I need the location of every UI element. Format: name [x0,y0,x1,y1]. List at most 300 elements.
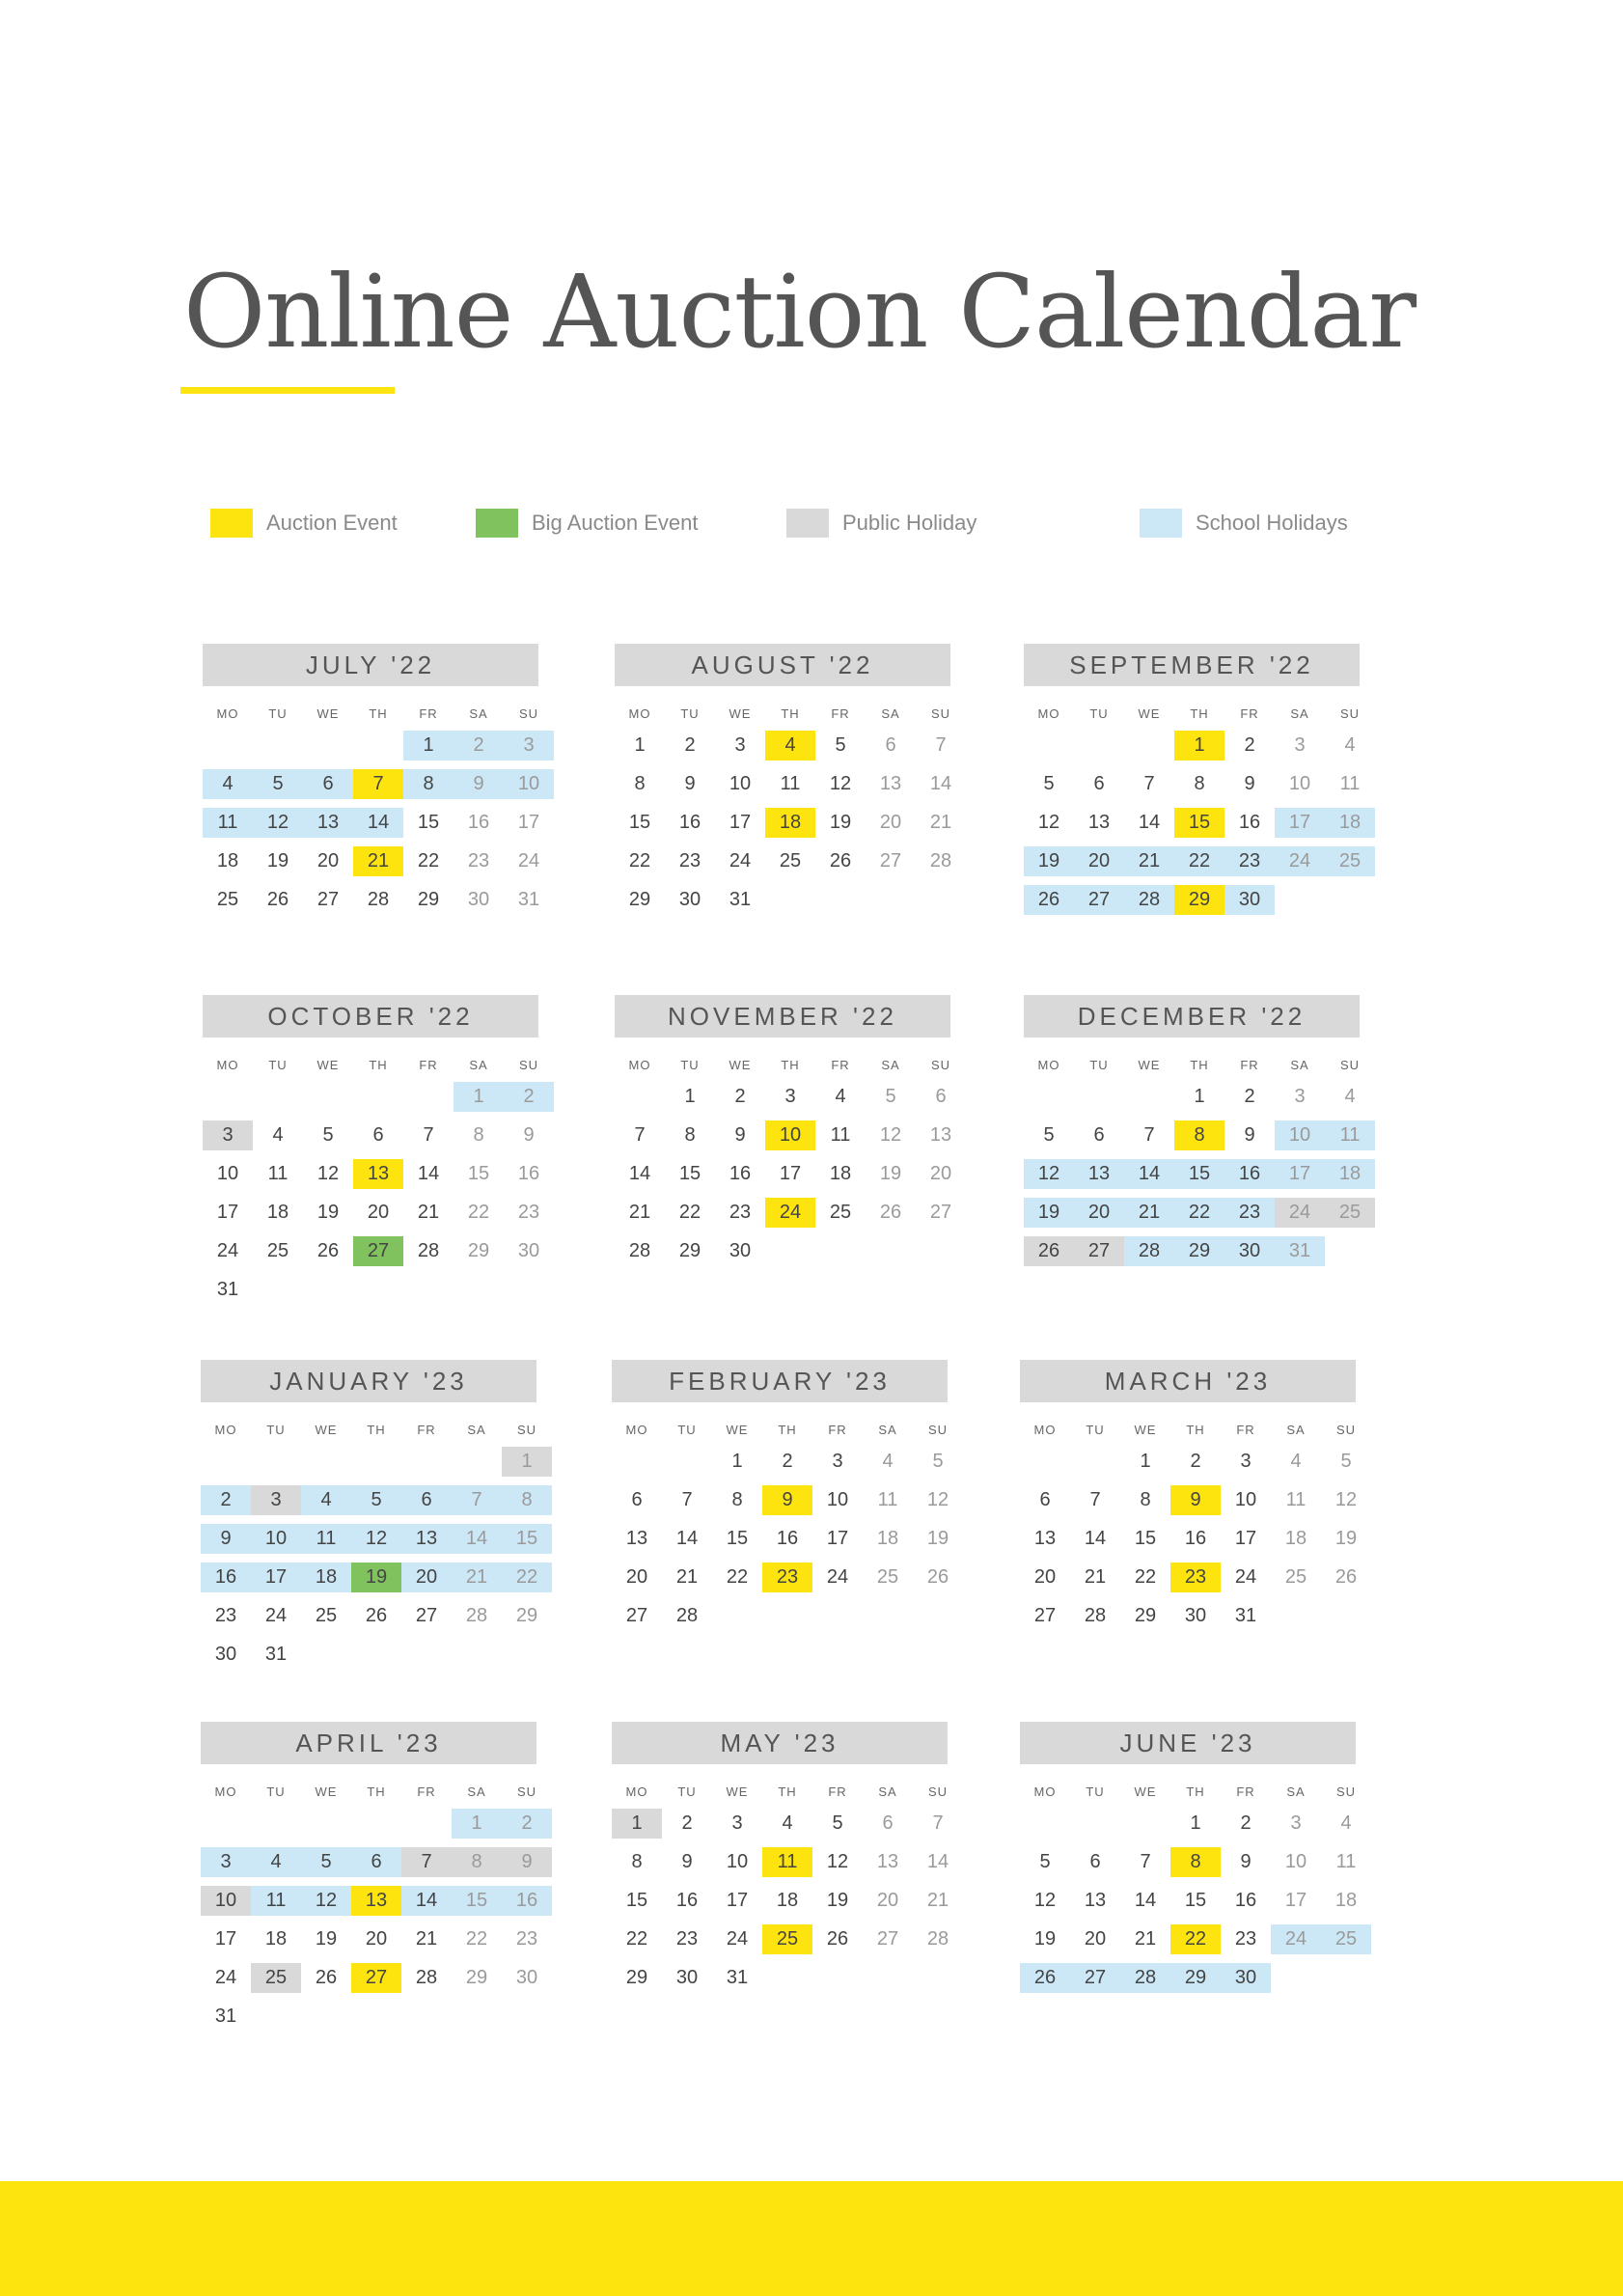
weekday-label: SU [1335,1784,1357,1799]
month-header: FEBRUARY '23 [612,1360,948,1402]
day-cell: 7 [932,1812,944,1834]
day-cell: 6 [1089,1851,1101,1872]
day-cell: 9 [502,1847,552,1877]
week-row [203,885,538,915]
day-cell: 28 [1124,885,1174,915]
day-cell: 3 [504,731,554,761]
day-cell: 29 [515,1605,538,1626]
weekday-label: TH [367,1423,386,1437]
month-header: NOVEMBER '22 [615,995,950,1037]
day-cell: 7 [1143,773,1155,794]
weekday-label: WE [729,1058,752,1072]
day-cell: 18 [1325,808,1375,838]
day-cell: 6 [401,1485,452,1515]
weekday-label: TU [266,1423,286,1437]
day-cell: 27 [351,1963,401,1993]
weekday-label: FR [417,1784,436,1799]
day-cell: 5 [253,769,303,799]
week-row [201,1963,536,1993]
day-cell: 21 [415,1928,438,1950]
week-row [615,769,950,799]
day-cell: 13 [401,1524,452,1554]
page-title: Online Auction Calendar [183,253,1417,371]
day-cell: 29 [628,889,651,910]
day-cell: 13 [1074,1159,1124,1189]
weekday-label: SU [1339,1058,1361,1072]
week-row [615,846,950,876]
day-grid [1020,1809,1356,1993]
day-cell: 6 [935,1086,947,1107]
week-row [1020,1963,1356,1993]
day-cell: 8 [684,1124,696,1146]
day-cell: 3 [203,1120,253,1150]
empty-cell [301,1447,351,1477]
weekday-label: TH [778,1423,797,1437]
weekday-label: MO [1037,1058,1060,1072]
weekday-label: SA [1290,706,1309,721]
day-cell: 31 [726,1967,749,1988]
day-cell: 12 [879,1124,902,1146]
day-cell: 29 [417,889,440,910]
weekday-label: SU [1339,706,1361,721]
empty-cell [812,1601,863,1631]
day-cell: 6 [372,1124,384,1146]
weekday-label: SA [469,1058,488,1072]
day-cell: 23 [467,850,490,871]
weekday-label: TU [1089,1058,1109,1072]
day-cell: 24 [726,1928,749,1950]
month-header: AUGUST '22 [615,644,950,686]
day-cell: 28 [415,1967,438,1988]
day-cell: 7 [1089,1489,1101,1510]
day-cell: 27 [625,1605,648,1626]
day-cell: 7 [935,734,947,756]
day-cell: 22 [1170,1924,1221,1954]
day-grid [1020,1447,1356,1631]
empty-cell [815,1236,866,1266]
day-cell: 4 [782,1812,793,1834]
weekday-label: FR [828,1784,847,1799]
day-cell: 17 [1284,1890,1307,1911]
week-row [1020,1563,1356,1592]
empty-cell [301,1809,351,1839]
day-cell: 14 [628,1163,651,1184]
day-cell: 16 [675,1890,699,1911]
week-row [201,1924,536,1954]
day-cell: 17 [216,1202,239,1223]
day-cell: 15 [726,1528,749,1549]
week-row [615,1236,950,1266]
week-row [1020,1886,1356,1916]
week-row [612,1447,948,1477]
day-cell: 13 [879,773,902,794]
day-cell: 20 [1074,846,1124,876]
empty-cell [303,731,353,761]
weekday-label: TU [1086,1423,1105,1437]
legend-swatch-big-auction [476,509,518,538]
day-cell: 25 [251,1963,301,1993]
day-cell: 7 [423,1124,434,1146]
day-cell: 28 [417,1240,440,1261]
day-cell: 7 [634,1124,646,1146]
day-cell: 14 [675,1528,699,1549]
day-cell: 30 [678,889,701,910]
weekday-label: SU [927,1784,949,1799]
day-cell: 8 [473,1124,484,1146]
weekday-label: WE [726,1784,749,1799]
day-cell: 2 [1244,734,1255,756]
day-cell: 29 [1170,1963,1221,1993]
day-cell: 6 [885,734,896,756]
day-cell: 24 [214,1967,237,1988]
week-row [203,1275,538,1305]
day-cell: 1 [1190,1812,1201,1834]
day-cell: 9 [762,1485,812,1515]
day-cell: 24 [1275,846,1325,876]
month-0 [203,644,538,924]
day-cell: 10 [1275,1120,1325,1150]
day-cell: 17 [214,1928,237,1950]
day-cell: 29 [1134,1605,1157,1626]
weekday-label: TU [1089,706,1109,721]
weekday-label: TU [268,706,288,721]
day-grid [1024,731,1360,915]
weekday-row [612,1416,948,1445]
week-row [615,808,950,838]
month-header: DECEMBER '22 [1024,995,1360,1037]
empty-cell [452,1640,502,1670]
week-row [612,1963,948,1993]
day-cell: 28 [1120,1963,1170,1993]
weekday-label: SA [878,1423,897,1437]
day-cell: 1 [1194,1086,1205,1107]
week-row [201,2002,536,2032]
empty-cell [253,1275,303,1305]
weekday-label: TU [268,1058,288,1072]
day-cell: 5 [835,734,846,756]
day-cell: 3 [784,1086,796,1107]
week-row [201,1640,536,1670]
day-cell: 24 [765,1198,815,1228]
day-cell: 23 [517,1202,540,1223]
day-cell: 31 [214,2006,237,2027]
empty-cell [203,731,253,761]
day-cell: 8 [1170,1847,1221,1877]
month-header: JANUARY '23 [201,1360,536,1402]
day-cell: 4 [1344,734,1356,756]
empty-cell [201,1809,251,1839]
day-cell: 1 [1174,731,1224,761]
day-cell: 26 [365,1605,388,1626]
empty-cell [913,1963,963,1993]
day-cell: 21 [1084,1566,1107,1588]
weekday-row [615,700,950,729]
day-grid [615,731,950,915]
empty-cell [1074,731,1124,761]
empty-cell [1074,1082,1124,1112]
week-row [203,769,538,799]
day-cell: 24 [1275,1198,1325,1228]
legend-label-big-auction: Big Auction Event [532,511,699,535]
day-cell: 6 [631,1489,643,1510]
day-cell: 7 [401,1847,452,1877]
empty-cell [812,1963,863,1993]
day-cell: 16 [502,1886,552,1916]
empty-cell [765,1236,815,1266]
empty-cell [1275,885,1325,915]
day-cell: 5 [932,1451,944,1472]
day-cell: 11 [780,773,801,794]
day-cell: 16 [1224,1159,1275,1189]
day-cell: 12 [826,1851,849,1872]
day-cell: 27 [1074,885,1124,915]
day-cell: 10 [826,1489,849,1510]
day-cell: 23 [762,1563,812,1592]
week-row [612,1924,948,1954]
day-grid [203,731,538,915]
empty-cell [1325,885,1375,915]
empty-cell [615,1082,665,1112]
day-cell: 16 [729,1163,752,1184]
day-cell: 4 [1344,1086,1356,1107]
day-cell: 17 [1275,1159,1325,1189]
day-cell: 12 [1037,812,1060,833]
empty-cell [916,885,966,915]
day-cell: 28 [926,1928,949,1950]
day-cell: 11 [267,1163,289,1184]
empty-cell [301,2002,351,2032]
weekday-label: SA [878,1784,897,1799]
day-cell: 25 [315,1605,338,1626]
day-cell: 12 [926,1489,949,1510]
empty-cell [454,1275,504,1305]
day-cell: 14 [929,773,952,794]
day-cell: 15 [1184,1890,1207,1911]
day-cell: 2 [684,734,696,756]
day-cell: 25 [829,1202,852,1223]
day-cell: 4 [835,1086,846,1107]
day-cell: 15 [678,1163,701,1184]
title-underline [180,387,395,394]
day-cell: 14 [353,808,403,838]
day-cell: 10 [201,1886,251,1916]
day-cell: 22 [628,850,651,871]
week-row [612,1524,948,1554]
day-cell: 12 [253,808,303,838]
day-cell: 1 [1140,1451,1151,1472]
day-cell: 27 [876,1928,899,1950]
weekday-label: SU [930,706,951,721]
weekday-label: SU [516,1423,537,1437]
day-cell: 1 [731,1451,743,1472]
week-row [612,1485,948,1515]
day-cell: 20 [365,1928,388,1950]
weekday-row [1024,1051,1360,1080]
day-cell: 17 [1234,1528,1257,1549]
weekday-label: WE [1138,1058,1161,1072]
empty-cell [1070,1809,1120,1839]
day-cell: 9 [681,1851,693,1872]
day-cell: 9 [523,1124,535,1146]
day-cell: 3 [1294,1086,1306,1107]
day-cell: 5 [885,1086,896,1107]
month-header: MAY '23 [612,1722,948,1764]
day-cell: 23 [1170,1563,1221,1592]
day-cell: 5 [301,1847,351,1877]
day-cell: 17 [779,1163,802,1184]
day-cell: 12 [301,1886,351,1916]
day-cell: 3 [1290,1812,1302,1834]
legend-label-public-holiday: Public Holiday [842,511,977,535]
day-cell: 18 [266,1202,289,1223]
day-cell: 22 [1174,1198,1224,1228]
week-row [612,1847,948,1877]
weekday-label: SA [1290,1058,1309,1072]
day-cell: 9 [684,773,696,794]
day-cell: 16 [467,812,490,833]
day-cell: 27 [1033,1605,1057,1626]
weekday-label: TU [677,1784,697,1799]
day-cell: 13 [1084,1890,1107,1911]
week-row [203,1082,538,1112]
day-cell: 12 [1033,1890,1057,1911]
day-cell: 19 [1033,1928,1057,1950]
day-cell: 23 [678,850,701,871]
month-header: APRIL '23 [201,1722,536,1764]
month-9 [201,1722,536,2040]
day-cell: 26 [926,1566,949,1588]
week-row [1020,1447,1356,1477]
weekday-label: SA [467,1784,486,1799]
day-cell: 20 [929,1163,952,1184]
day-cell: 3 [201,1847,251,1877]
day-cell: 25 [1284,1566,1307,1588]
empty-cell [251,2002,301,2032]
day-cell: 29 [1174,1236,1224,1266]
day-cell: 15 [628,812,651,833]
legend-label-auction: Auction Event [266,511,398,535]
day-cell: 20 [625,1566,648,1588]
month-header: OCTOBER '22 [203,995,538,1037]
week-row [615,1198,950,1228]
day-cell: 10 [1234,1489,1257,1510]
day-cell: 6 [1039,1489,1051,1510]
weekday-row [203,1051,538,1080]
weekday-label: MO [628,1058,651,1072]
day-cell: 27 [1074,1236,1124,1266]
weekday-label: SA [881,706,900,721]
day-cell: 4 [882,1451,894,1472]
day-cell: 19 [351,1563,401,1592]
weekday-label: TU [677,1423,697,1437]
day-cell: 25 [876,1566,899,1588]
day-cell: 2 [201,1485,251,1515]
week-row [615,1082,950,1112]
weekday-label: TH [369,1058,388,1072]
empty-cell [712,1601,762,1631]
day-cell: 30 [517,1240,540,1261]
day-cell: 19 [266,850,289,871]
month-4 [615,995,950,1275]
day-cell: 20 [401,1563,452,1592]
empty-cell [1321,1601,1371,1631]
weekday-label: TH [1186,1423,1205,1437]
weekday-label: MO [1037,706,1060,721]
day-cell: 21 [1124,1198,1174,1228]
empty-cell [1271,1601,1321,1631]
weekday-label: WE [315,1423,338,1437]
empty-cell [301,1640,351,1670]
month-header: JULY '22 [203,644,538,686]
empty-cell [403,1275,454,1305]
day-cell: 28 [1124,1236,1174,1266]
day-grid [203,1082,538,1305]
day-cell: 9 [201,1524,251,1554]
empty-cell [863,1601,913,1631]
week-row [201,1809,536,1839]
day-cell: 14 [1084,1528,1107,1549]
empty-cell [253,731,303,761]
weekday-label: MO [1033,1784,1057,1799]
day-cell: 19 [1024,1198,1074,1228]
legend-school-holidays [1140,509,1348,538]
day-cell: 17 [517,812,540,833]
month-11 [1020,1722,1356,2002]
day-cell: 4 [251,1847,301,1877]
month-6 [201,1360,536,1678]
day-cell: 27 [415,1605,438,1626]
day-cell: 25 [779,850,802,871]
week-row [203,808,538,838]
day-cell: 6 [1093,773,1105,794]
day-cell: 8 [1194,773,1205,794]
week-row [1024,1159,1360,1189]
empty-cell [452,2002,502,2032]
day-cell: 19 [829,812,852,833]
day-cell: 7 [353,769,403,799]
day-cell: 16 [1238,812,1261,833]
day-cell: 22 [1174,846,1224,876]
day-cell: 20 [879,812,902,833]
day-cell: 2 [734,1086,746,1107]
day-cell: 1 [612,1809,662,1839]
day-cell: 21 [929,812,952,833]
day-cell: 10 [251,1524,301,1554]
empty-cell [401,1640,452,1670]
week-row [201,1485,536,1515]
week-row [1024,1120,1360,1150]
weekday-label: SA [467,1423,486,1437]
week-row [201,1447,536,1477]
weekday-label: FR [417,1423,436,1437]
day-cell: 18 [876,1528,899,1549]
day-cell: 21 [417,1202,440,1223]
day-cell: 13 [351,1886,401,1916]
day-cell: 22 [502,1563,552,1592]
day-cell: 22 [625,1928,648,1950]
day-cell: 30 [1224,1236,1275,1266]
day-cell: 30 [1224,885,1275,915]
day-cell: 5 [1340,1451,1352,1472]
day-cell: 18 [765,808,815,838]
day-grid [612,1809,948,1993]
legend-swatch-auction [210,509,253,538]
day-cell: 26 [826,1928,849,1950]
weekday-label: FR [828,1423,847,1437]
day-cell: 26 [1024,1236,1074,1266]
month-header: JUNE '23 [1020,1722,1356,1764]
day-cell: 25 [1321,1924,1371,1954]
